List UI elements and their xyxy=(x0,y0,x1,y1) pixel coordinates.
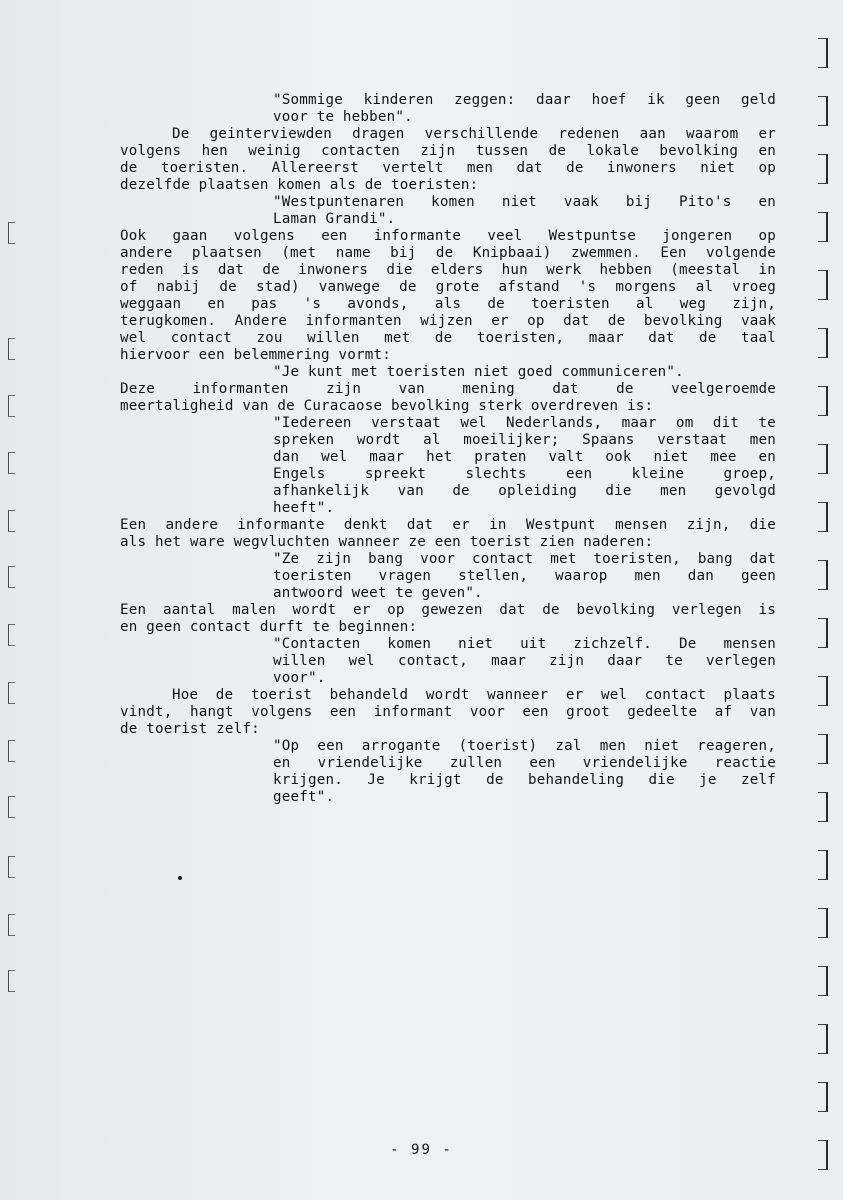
text-line: Een aantal malen wordt er op gewezen dat de bevolking verlegen is xyxy=(120,602,776,618)
text-line: wel contact zou willen met de toeristen, maar dat de taal xyxy=(120,330,776,346)
text-line: "Iedereen verstaat wel Nederlands, maar om dit te xyxy=(273,415,776,431)
text-line: volgens hen weinig contacten zijn tussen de lokale bevolking en xyxy=(120,143,776,159)
text-line: "Op een arrogante (toerist) zal men niet reageren, xyxy=(273,738,776,754)
text-line: weggaan en pas 's avonds, als de toeristen al weg zijn, xyxy=(120,296,776,312)
text-line: geeft". xyxy=(273,789,335,805)
text-line: toeristen vragen stellen, waarop men dan geen xyxy=(273,568,776,584)
text-line: en geen contact durft te beginnen: xyxy=(120,619,418,635)
text-line: Laman Grandi". xyxy=(273,211,396,227)
text-line: andere plaatsen (met name bij de Knipbaai) zwemmen. Een volgende xyxy=(120,245,776,261)
text-line: hiervoor een belemmering vormt: xyxy=(120,347,391,363)
text-line: als het ware wegvluchten wanneer ze een toerist zien naderen: xyxy=(120,534,654,550)
text-line: antwoord weet te geven". xyxy=(273,585,483,601)
text-line: De geinterviewden dragen verschillende redenen aan waarom er xyxy=(172,126,776,142)
text-line: reden is dat de inwoners die elders hun werk hebben (meestal in xyxy=(120,262,776,278)
text-line: voor te hebben". xyxy=(273,109,413,125)
body-text xyxy=(120,92,776,806)
text-line: willen wel contact, maar zijn daar te verlegen xyxy=(273,653,776,669)
text-line: "Je kunt met toeristen niet goed communiceren". xyxy=(273,364,684,380)
text-line: Een andere informante denkt dat er in Westpunt mensen zijn, die xyxy=(120,517,776,533)
text-line: Deze informanten zijn van mening dat de veelgeroemde xyxy=(120,381,776,397)
text-line: voor". xyxy=(273,670,326,686)
text-line: "Contacten komen niet uit zichzelf. De mensen xyxy=(273,636,776,652)
speck-mark xyxy=(178,876,182,880)
text-line: "Ze zijn bang voor contact met toeristen, bang dat xyxy=(273,551,776,567)
text-line: afhankelijk van de opleiding die men gevolgd xyxy=(273,483,776,499)
text-line: "Sommige kinderen zeggen: daar hoef ik geen geld xyxy=(273,92,776,108)
text-line: dan wel maar het praten valt ook niet mee en xyxy=(273,449,776,465)
text-line: vindt, hangt volgens een informant voor een groot gedeelte af van xyxy=(120,704,776,720)
text-line: Engels spreekt slechts een kleine groep, xyxy=(273,466,776,482)
text-line: dezelfde plaatsen komen als de toeristen: xyxy=(120,177,479,193)
text-line: terugkomen. Andere informanten wijzen er op dat de bevolking vaak xyxy=(120,313,776,329)
text-line: meertaligheid van de Curacaose bevolking sterk overdreven is: xyxy=(120,398,654,414)
text-line: en vriendelijke zullen een vriendelijke reactie xyxy=(273,755,776,771)
text-line: spreken wordt al moeilijker; Spaans verstaat men xyxy=(273,432,776,448)
page-number: - 99 - xyxy=(390,1142,453,1158)
text-line: of nabij de stad) vanwege de grote afstand 's morgens al vroeg xyxy=(120,279,776,295)
text-line: Ook gaan volgens een informante veel Westpuntse jongeren op xyxy=(120,228,776,244)
text-line: Hoe de toerist behandeld wordt wanneer er wel contact plaats xyxy=(172,687,776,703)
text-line: krijgen. Je krijgt de behandeling die je zelf xyxy=(273,772,776,788)
text-line: "Westpuntenaren komen niet vaak bij Pito's en xyxy=(273,194,776,210)
text-line: heeft". xyxy=(273,500,335,516)
text-line: de toerist zelf: xyxy=(120,721,260,737)
text-line: de toeristen. Allereerst vertelt men dat de inwoners niet op xyxy=(120,160,776,176)
